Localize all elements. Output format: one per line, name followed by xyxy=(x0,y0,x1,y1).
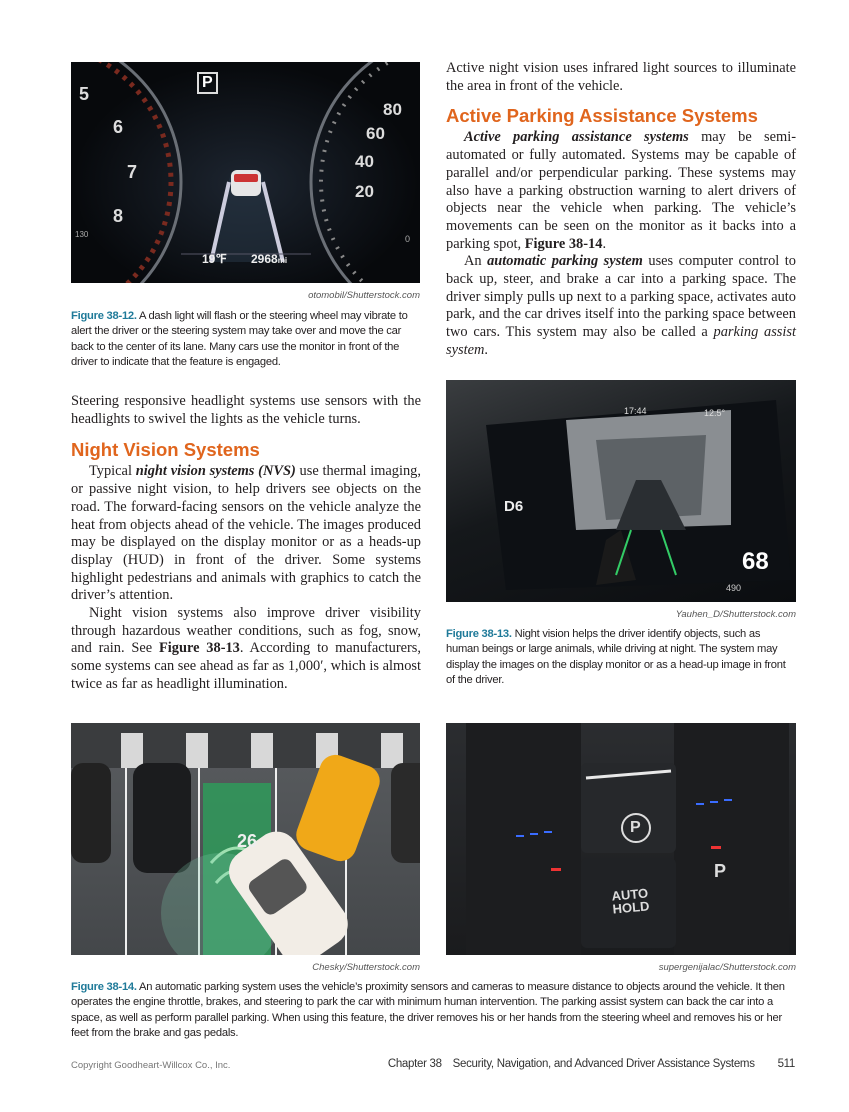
text: Night vision systems also improve driver visibility through hazardous weather conditions, such as fog, snow, and rain. See xyxy=(71,605,421,657)
gear-indicator: P xyxy=(197,72,218,94)
chapter-title: Security, Navigation, and Advanced Driver Assistance Systems xyxy=(452,1058,755,1070)
figure-caption-38-13 xyxy=(446,627,794,689)
parking-spot-number: 26 xyxy=(237,831,258,851)
console-panel xyxy=(446,723,796,955)
section-heading-parking-assist: Active Parking Assistance Systems xyxy=(446,105,758,127)
speed-label: 6 xyxy=(113,117,124,137)
figure-caption-38-14 xyxy=(71,980,798,1042)
key-term: automatic parking system xyxy=(487,253,643,270)
speed-label: 60 xyxy=(366,124,385,143)
odometer-value: 2968 xyxy=(251,252,278,266)
gear-readout: D6 xyxy=(504,498,524,515)
text: . xyxy=(484,341,488,358)
caption-text: Night vision helps the driver identify objects, such as human beings or large animals, while driving at night. The system may display the images on the display monitor or as a head-up image in front of the driver. xyxy=(446,628,786,687)
speed-readout: 68 xyxy=(742,548,769,575)
park-assist-button: P xyxy=(714,861,727,881)
key-term: night vision systems (NVS) xyxy=(135,463,296,480)
chapter-number: Chapter 38 xyxy=(387,1058,442,1070)
speed-label: 8 xyxy=(113,206,124,226)
page-number: 511 xyxy=(777,1058,795,1070)
caption-text: A dash light will flash or the steering wheel may vibrate to alert the driver or the steering system may take over and move the car back to the center of its lane. Many cars use the monitor in front of the driver to indicate that the feature is engaged. xyxy=(71,310,408,369)
paragraph: Steering responsive headlight systems use sensors with the headlights to swivel the lights as the vehicle turns. xyxy=(71,393,421,427)
photo-credit: otomobil/Shutterstock.com xyxy=(308,290,420,301)
paragraph xyxy=(446,129,796,253)
key-term: Active parking assistance systems xyxy=(464,129,689,146)
gauge-arcs xyxy=(71,62,420,283)
temperature-readout: 19℉ xyxy=(202,252,227,266)
right-column-text xyxy=(446,60,796,360)
page-footer xyxy=(388,1058,795,1070)
odometer-readout xyxy=(251,252,287,266)
text: use thermal imaging, or passive night vision, to help drivers see objects on the road. The forward-facing sensors on the vehicle analyze the heat from objects ahead of the vehicle. The images produced may be displayed on the display monitor or as a heads-up display (HUD) in front of the driver. Some systems highlight pedestrians and animals with graphics to catch the driver’s attention. xyxy=(71,463,421,604)
term: parking assist system xyxy=(446,324,797,358)
photo-credit: Yauhen_D/Shutterstock.com xyxy=(675,609,796,620)
night-vision-display-photo xyxy=(446,380,796,602)
speed-label: 80 xyxy=(383,100,402,119)
figure-label: Figure 38-13. xyxy=(446,628,512,640)
time-readout: 17:44 xyxy=(624,406,647,416)
left-column-text xyxy=(71,393,421,694)
copyright-notice: Copyright Goodheart-Willcox Co., Inc. xyxy=(71,1060,231,1071)
figure-caption-38-12 xyxy=(71,309,423,371)
text: An xyxy=(464,253,488,270)
caption-text: An automatic parking system uses the vehicle’s proximity sensors and cameras to measure distance to objects around the vehicle. It then operates the engine throttle, brakes, and steering to park the car with minimum human intervention. The parking assist system can back the car into a space, as well as perform parallel parking. When using this feature, the driver removes his or her hands from the steering wheel and removes his or her feet from the brake and gas pedals. xyxy=(71,981,785,1040)
section-heading-night-vision: Night Vision Systems xyxy=(71,439,260,461)
speed-label: 0 xyxy=(405,234,411,244)
range-readout: 490 xyxy=(726,583,742,593)
figure-reference: Figure 38-14 xyxy=(524,235,603,252)
photo-credit: Chesky/Shutterstock.com xyxy=(312,962,420,973)
dashboard-lane-assist-photo xyxy=(71,62,420,283)
figure-reference: Figure 38-13 xyxy=(158,640,240,657)
figure-label: Figure 38-12. xyxy=(71,310,137,322)
paragraph: Active night vision uses infrared light sources to illuminate the area in front of the vehicle. xyxy=(446,60,796,94)
hold-label: HOLD xyxy=(611,898,650,917)
speed-label: 20 xyxy=(355,182,374,201)
automatic-parking-illustration xyxy=(71,723,420,955)
paragraph xyxy=(446,253,796,359)
text: uses computer control to back up, steer, and brake a car into a parking space. The driver simply pulls up next to a parking space, activates auto park, and the car drives itself into the parking space between two cars. This system may also be called a xyxy=(446,253,796,341)
photo-credit: supergenijalac/Shutterstock.com xyxy=(658,962,796,973)
text: Typical xyxy=(89,463,136,480)
paragraph xyxy=(71,605,421,694)
text: . xyxy=(602,235,607,252)
figure-label: Figure 38-14. xyxy=(71,981,137,993)
auto-label: AUTO xyxy=(610,885,649,904)
text: may be semi-automated or fully automated. Systems may be capable of parallel and/or perpendicular parking. These systems may also have a parking obstruction warning to alert drivers of objects near the vehicle when parking. The vehicle’s movements can be seen on the monitor as it backs into a parking spot, xyxy=(446,129,797,252)
paragraph xyxy=(71,463,421,605)
speed-label: 40 xyxy=(355,152,374,171)
speed-label: 130 xyxy=(75,230,89,239)
text: . According to manufacturers, some systems can see ahead as far as 1,000′, which is almost twice as far as headlight illumination. xyxy=(71,640,421,692)
temperature-readout: 12.5° xyxy=(704,408,726,418)
parking-brake-button: P xyxy=(630,819,641,836)
speed-label: 5 xyxy=(79,84,90,104)
auto-hold-button xyxy=(611,886,650,915)
speed-label: 7 xyxy=(127,162,138,182)
odometer-unit: mi xyxy=(277,256,288,265)
center-console-buttons-photo xyxy=(446,723,796,955)
